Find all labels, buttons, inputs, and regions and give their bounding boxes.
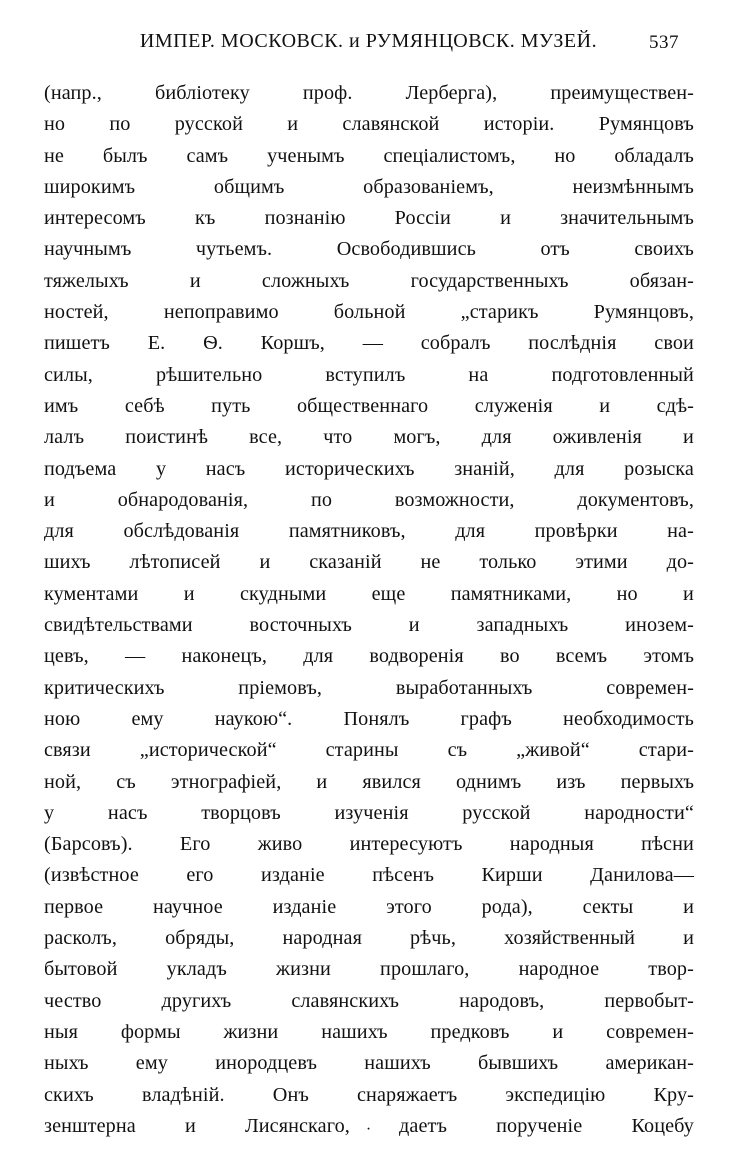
text-line: ностей, непоправимо больной „старикъ Румянцовъ, [44,301,694,324]
text-line: но по русской и славянской исторіи. Румянцовъ [44,113,694,136]
text-line: ныя формы жизни нашихъ предковъ и современ- [44,1020,694,1043]
text-line: шихъ лѣтописей и сказаній не только этими до- [44,551,694,574]
text-line: не былъ самъ ученымъ спеціалистомъ, но обладалъ [44,144,694,167]
text-line: научнымъ чутьемъ. Освободившись отъ своихъ [44,238,694,261]
running-title: ИМПЕР. МОСКОВСК. и РУМЯНЦОВСК. МУЗЕЙ. [139,30,598,52]
text-line: широкимъ общимъ образованіемъ, неизмѣннымъ [44,175,694,198]
page-header [0,30,737,53]
text-line: для обслѣдованія памятниковъ, для провѣрки на- [44,520,694,543]
text-line: ной, съ этнографіей, и явился однимъ изъ первыхъ [44,770,694,793]
text-line: связи „исторической“ старины съ „живой“ стари- [44,739,694,762]
text-line: ныхъ ему инородцевъ нашихъ бывшихъ американ- [44,1052,694,1075]
text-line: лалъ поистинѣ все, что могъ, для оживленія и [44,426,694,449]
body-text [44,78,694,1142]
footer-mark: · [365,1121,372,1138]
text-line: и обнародованія, по возможности, документовъ, [44,488,694,511]
text-line: бытовой укладъ жизни прошлаго, народное твор- [44,958,694,981]
text-line: (извѣстное его изданіе пѣсенъ Кирши Данилова— [44,864,694,887]
text-line: чество другихъ славянскихъ народовъ, первобыт- [44,989,694,1012]
text-line: первое научное изданіе этого рода), секты и [44,895,694,918]
text-line: свидѣтельствами восточныхъ и западныхъ инозем- [44,614,694,637]
text-line: силы, рѣшительно вступилъ на подготовленный [44,363,694,386]
page-number: 537 [649,32,679,53]
text-line: скихъ владѣній. Онъ снаряжаетъ экспедицію Кру- [44,1083,694,1106]
text-line: имъ себѣ путь общественнаго служенія и сдѣ- [44,394,694,417]
text-line: цевъ, — наконецъ, для водворенія во всемъ этомъ [44,645,694,668]
text-line: зенштерна и Лисянскаго, даетъ порученіе Коцебу [44,1114,694,1137]
text-line: интересомъ къ познанію Россіи и значительнымъ [44,207,694,230]
text-line: кументами и скудными еще памятниками, но и [44,582,694,605]
text-line: пишетъ Е. Ѳ. Коршъ, — собралъ послѣднія свои [44,332,694,355]
text-line: критическихъ пріемовъ, выработанныхъ современ- [44,676,694,699]
text-line: (Барсовъ). Его живо интересуютъ народныя пѣсни [44,833,694,856]
text-line: у насъ творцовъ изученія русской народности“ [44,801,694,824]
text-line: подъема у насъ историческихъ знаній, для розыска [44,457,694,480]
text-line: ною ему наукою“. Понялъ графъ необходимость [44,707,694,730]
text-line: тяжелыхъ и сложныхъ государственныхъ обязан- [44,269,694,292]
text-line: расколъ, обряды, народная рѣчь, хозяйственный и [44,927,694,950]
text-line: (напр., библіотеку проф. Лерберга), преимуществен- [44,82,694,104]
